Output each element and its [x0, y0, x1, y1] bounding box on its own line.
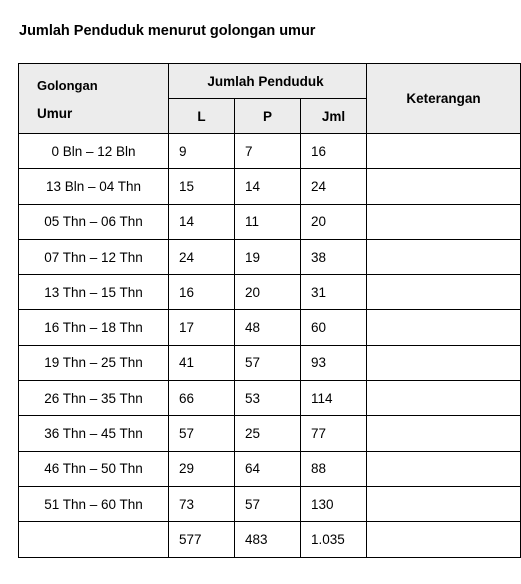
- keterangan-cell: [367, 416, 521, 451]
- table-body: [19, 134, 521, 558]
- header-golongan-label: Golongan: [37, 78, 98, 93]
- header-umur-label: Umur: [37, 106, 73, 121]
- age-cell: 26 Thn – 35 Thn: [19, 381, 169, 416]
- total-l-cell: 577: [169, 522, 235, 557]
- l-cell: 16: [169, 275, 235, 310]
- l-cell: 73: [169, 486, 235, 521]
- population-table: [18, 63, 521, 558]
- jml-cell: 88: [301, 451, 367, 486]
- age-cell: 0 Bln – 12 Bln: [19, 134, 169, 169]
- p-cell: 7: [235, 134, 301, 169]
- age-cell: 13 Thn – 15 Thn: [19, 275, 169, 310]
- table-row: [19, 275, 521, 310]
- table-row: [19, 169, 521, 204]
- table-row: [19, 134, 521, 169]
- total-p-cell: 483: [235, 522, 301, 557]
- table-row: [19, 451, 521, 486]
- jml-cell: 38: [301, 239, 367, 274]
- keterangan-cell: [367, 345, 521, 380]
- jml-cell: 114: [301, 381, 367, 416]
- l-cell: 9: [169, 134, 235, 169]
- age-cell: 46 Thn – 50 Thn: [19, 451, 169, 486]
- p-cell: 14: [235, 169, 301, 204]
- age-cell: 05 Thn – 06 Thn: [19, 204, 169, 239]
- age-cell: 07 Thn – 12 Thn: [19, 239, 169, 274]
- jml-cell: 130: [301, 486, 367, 521]
- p-cell: 11: [235, 204, 301, 239]
- total-age-cell: [19, 522, 169, 557]
- jml-cell: 20: [301, 204, 367, 239]
- jml-cell: 93: [301, 345, 367, 380]
- total-keterangan-cell: [367, 522, 521, 557]
- jml-cell: 77: [301, 416, 367, 451]
- header-golongan-umur: [19, 64, 169, 134]
- keterangan-cell: [367, 451, 521, 486]
- p-cell: 53: [235, 381, 301, 416]
- p-cell: 25: [235, 416, 301, 451]
- keterangan-cell: [367, 204, 521, 239]
- header-jml: Jml: [301, 99, 367, 134]
- age-cell: 16 Thn – 18 Thn: [19, 310, 169, 345]
- p-cell: 57: [235, 345, 301, 380]
- p-cell: 64: [235, 451, 301, 486]
- table-row: [19, 416, 521, 451]
- table-row: [19, 381, 521, 416]
- keterangan-cell: [367, 239, 521, 274]
- p-cell: 48: [235, 310, 301, 345]
- l-cell: 57: [169, 416, 235, 451]
- keterangan-cell: [367, 310, 521, 345]
- page-title: Jumlah Penduduk menurut golongan umur: [19, 23, 316, 39]
- total-jml-cell: 1.035: [301, 522, 367, 557]
- table-row: [19, 486, 521, 521]
- l-cell: 66: [169, 381, 235, 416]
- table-row: [19, 310, 521, 345]
- p-cell: 20: [235, 275, 301, 310]
- header-row: [19, 64, 521, 99]
- total-row: [19, 522, 521, 557]
- jml-cell: 16: [301, 134, 367, 169]
- keterangan-cell: [367, 486, 521, 521]
- age-cell: 36 Thn – 45 Thn: [19, 416, 169, 451]
- l-cell: 14: [169, 204, 235, 239]
- header-keterangan: Keterangan: [367, 64, 521, 134]
- l-cell: 29: [169, 451, 235, 486]
- age-cell: 13 Bln – 04 Thn: [19, 169, 169, 204]
- jml-cell: 24: [301, 169, 367, 204]
- keterangan-cell: [367, 275, 521, 310]
- header-jumlah-penduduk: Jumlah Penduduk: [169, 64, 367, 99]
- keterangan-cell: [367, 134, 521, 169]
- p-cell: 57: [235, 486, 301, 521]
- age-cell: 51 Thn – 60 Thn: [19, 486, 169, 521]
- table-row: [19, 204, 521, 239]
- age-cell: 19 Thn – 25 Thn: [19, 345, 169, 380]
- table-row: [19, 239, 521, 274]
- keterangan-cell: [367, 381, 521, 416]
- header-l: L: [169, 99, 235, 134]
- keterangan-cell: [367, 169, 521, 204]
- table-row: [19, 345, 521, 380]
- l-cell: 15: [169, 169, 235, 204]
- jml-cell: 31: [301, 275, 367, 310]
- l-cell: 41: [169, 345, 235, 380]
- jml-cell: 60: [301, 310, 367, 345]
- l-cell: 24: [169, 239, 235, 274]
- header-p: P: [235, 99, 301, 134]
- p-cell: 19: [235, 239, 301, 274]
- l-cell: 17: [169, 310, 235, 345]
